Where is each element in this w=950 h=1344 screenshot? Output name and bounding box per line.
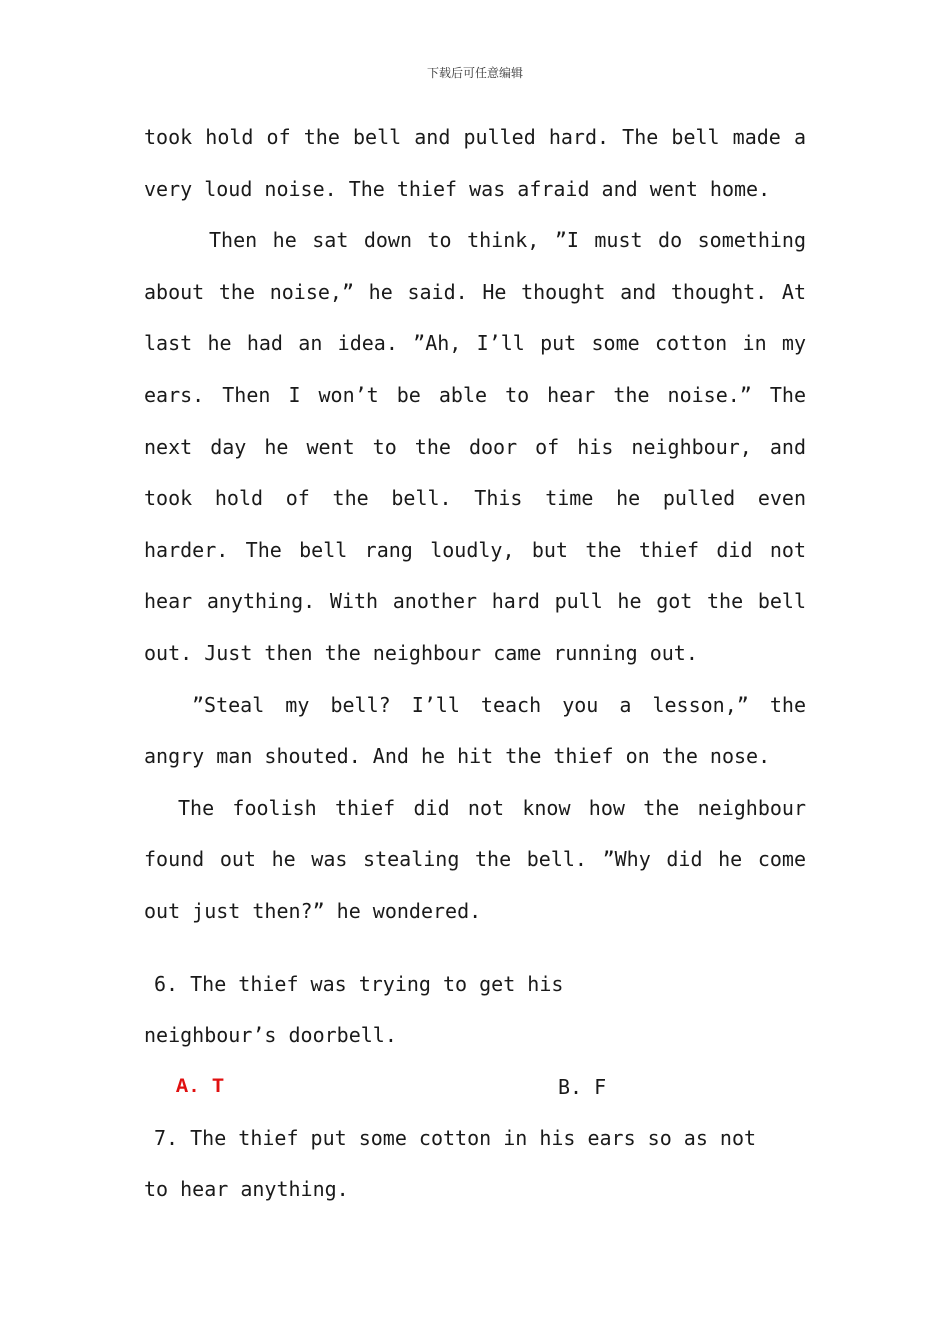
story-paragraph-2: Then he sat down to think, ”I must do something about the noise,” he said. He thought and thought. At last he had an idea. ”Ah, I’ll put some cotton in my ears. Then I won’t be able to hear the noise.” The next day he went to the door of his neighbour, and took hold of the bell. This time he pulled even harder. The bell rang loudly, but the thief did not hear anything. With another hard pull he got the bell out. Just then the neighbour came running out.: [144, 228, 806, 665]
question-6: 6. The thief was trying to get his neighbour’s doorbell.: [144, 971, 564, 1048]
story-paragraph-4: The foolish thief did not know how the neighbour found out he was stealing the bell. ”Why did he come out just then?” he wondered.: [144, 795, 806, 923]
option-a-answer: A. T: [176, 1075, 225, 1099]
question-6-options: [144, 1062, 806, 1113]
option-b: B. F: [558, 1074, 607, 1099]
page-header: 下载后可任意编辑: [426, 66, 523, 80]
question-7: 7. The thief put some cotton in his ears so as not to hear anything.: [144, 1125, 757, 1202]
document-body: [144, 112, 806, 1216]
story-paragraph-3: ”Steal my bell? I’ll teach you a lesson,” the angry man shouted. And he hit the thief on the nose.: [144, 692, 806, 769]
story-paragraph-1: took hold of the bell and pulled hard. The bell made a very loud noise. The thief was afraid and went home.: [144, 125, 806, 201]
